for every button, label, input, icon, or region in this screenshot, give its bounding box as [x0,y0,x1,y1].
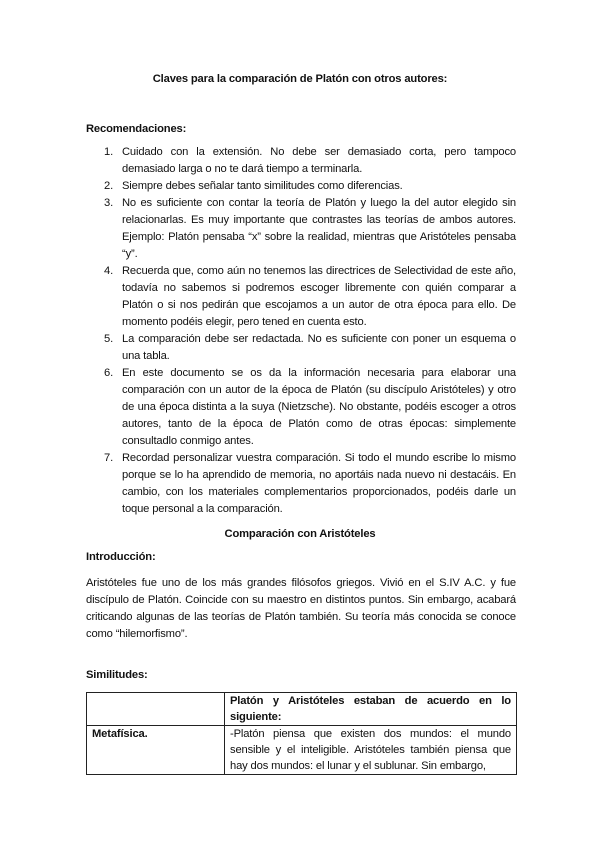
similarities-heading: Similitudes: [86,669,148,681]
table-header-cell: Platón y Aristóteles estaban de acuerdo en lo siguiente: [225,693,517,726]
list-item [86,450,516,518]
list-item [86,178,516,195]
list-item-text: Recordad personalizar vuestra comparación. Si todo el mundo escribe lo mismo porque se lo ha aprendido de memoria, no aportáis nada nuevo ni destacáis. En cambio, con los materiales complementarios proporcionados, podéis darle un toque personal a la comparación. [122,452,516,515]
list-item-text: Siempre debes señalar tanto similitudes como diferencias. [122,180,403,192]
table-row [87,726,517,775]
list-number: 6. [104,367,114,379]
section-title: Comparación con Aristóteles [224,528,376,540]
list-item [86,195,516,263]
list-item-text: La comparación debe ser redactada. No es suficiente con poner un esquema o una tabla. [122,333,516,362]
list-number: 3. [104,197,114,209]
list-item [86,144,516,178]
table-cell-text: -Platón piensa que existen dos mundos: el mundo sensible y el inteligible. Aristóteles también piensa que hay dos mundos: el lunar y el sublunar. Sin embargo, [225,726,517,775]
list-item [86,263,516,331]
list-item-text: Recuerda que, como aún no tenemos las directrices de Selectividad de este año, todavía no sabemos si podremos escoger libremente con quién comparar a Platón o si nos pedirán que escojamos a un autor de otra época para ello. De momento podéis elegir, pero tened en cuenta esto. [122,265,516,328]
list-number: 4. [104,265,114,277]
list-number: 5. [104,333,114,345]
intro-paragraph: Aristóteles fue uno de los más grandes filósofos griegos. Vivió en el S.IV A.C. y fue discípulo de Platón. Coincide con su maestro en distintos puntos. Sin embargo, acabará criticando algunas de las teorías de Platón también. Su teoría más conocida se conoce como “hilemorfismo”. [86,577,516,640]
list-number: 1. [104,146,114,158]
table-header-row [87,693,517,726]
intro-heading: Introducción: [86,551,156,563]
recommendations-heading: Recomendaciones: [86,123,187,135]
list-item-text: No es suficiente con contar la teoría de Platón y luego la del autor elegido sin relacionarlas. Es muy importante que contrastes las teorías de ambos autores. Ejemplo: Platón pensaba “x” sobre la realidad, mientras que Aristóteles pensaba “y”. [122,197,516,260]
list-number: 7. [104,452,114,464]
list-number: 2. [104,180,114,192]
list-item-text: En este documento se os da la información necesaria para elaborar una comparación con un autor de la época de Platón (su discípulo Aristóteles) y otro de una época distinta a la suya (Nietzsche). No obstante, podéis escoger a otros autores, tanto de la época de Platón como de otras épocas: simplemente consultadlo conmigo antes. [122,367,516,447]
similarities-table [86,692,517,775]
table-cell-topic: Metafísica. [87,726,225,775]
table-cell [87,693,225,726]
document-title: Claves para la comparación de Platón con otros autores: [152,73,448,85]
list-item-text: Cuidado con la extensión. No debe ser demasiado corta, pero tampoco demasiado larga o no te dará tiempo a terminarla. [122,146,516,175]
list-item [86,331,516,365]
list-item [86,365,516,450]
recommendations-list [86,144,516,518]
